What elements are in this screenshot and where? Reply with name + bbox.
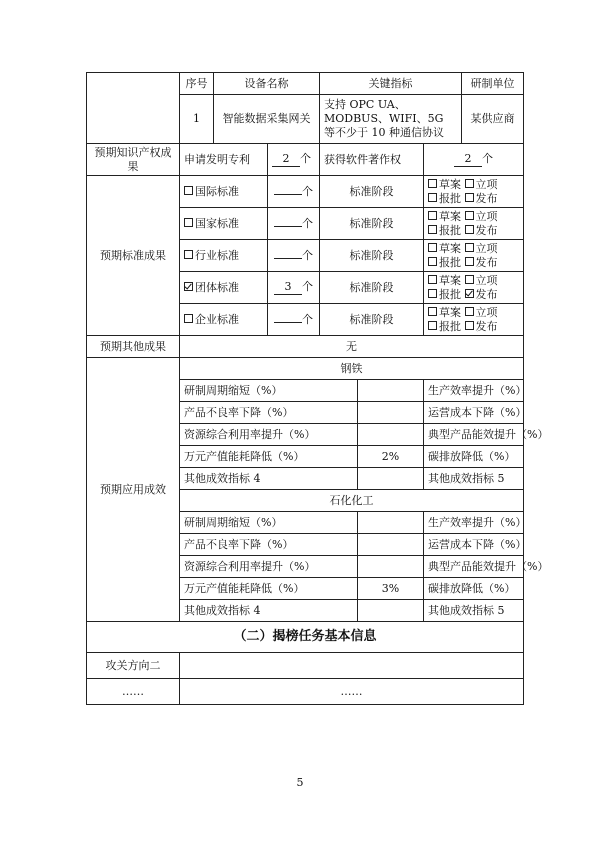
software-count: 2 xyxy=(454,152,482,167)
stage-checkbox[interactable] xyxy=(428,211,437,220)
standard-type-label: 企业标准 xyxy=(195,312,239,326)
standard-type xyxy=(180,176,268,208)
stage-checkbox[interactable] xyxy=(465,307,474,316)
stage-option-label: 发布 xyxy=(475,191,498,205)
standard-stage-label: 标准阶段 xyxy=(320,304,424,336)
standard-type-label: 团体标准 xyxy=(195,280,239,294)
industry-header-row xyxy=(87,358,524,380)
standard-type-label: 国家标准 xyxy=(195,216,239,230)
metric-value xyxy=(358,512,424,534)
stage-checkbox[interactable] xyxy=(465,289,474,298)
metric-label: 其他成效指标 5 xyxy=(424,468,524,490)
stage-line xyxy=(428,320,519,334)
metric-label: 运营成本下降（%） xyxy=(424,534,524,556)
metric-label: 产品不良率下降（%） xyxy=(180,402,358,424)
stage-checkbox[interactable] xyxy=(465,211,474,220)
application-label: 预期应用成效 xyxy=(87,358,180,622)
stage-checkbox[interactable] xyxy=(465,275,474,284)
standard-unit: 个 xyxy=(302,280,313,293)
metric-value xyxy=(358,468,424,490)
stage-line xyxy=(428,242,519,256)
ellipsis-right: …… xyxy=(180,679,524,705)
section-title-row xyxy=(87,622,524,653)
metric-value xyxy=(358,424,424,446)
standard-type xyxy=(180,208,268,240)
standard-row xyxy=(87,176,524,208)
software-unit: 个 xyxy=(482,152,494,165)
ip-label: 预期知识产权成果 xyxy=(87,144,180,176)
metric-label: 产品不良率下降（%） xyxy=(180,534,358,556)
stage-option-label: 草案 xyxy=(439,305,461,319)
standard-count-cell xyxy=(268,176,320,208)
stage-checkbox[interactable] xyxy=(428,275,437,284)
metric-label: 碳排放降低（%） xyxy=(424,446,524,468)
patent-count-cell xyxy=(268,144,320,176)
stage-line xyxy=(428,210,519,224)
header-key-indicator: 关键指标 xyxy=(320,73,462,95)
metric-label: 资源综合利用率提升（%） xyxy=(180,424,358,446)
stage-checkbox[interactable] xyxy=(428,321,437,330)
equipment-header-row xyxy=(87,73,524,95)
standard-stage-label: 标准阶段 xyxy=(320,272,424,304)
metric-label: 典型产品能效提升（%） xyxy=(424,424,524,446)
direction-row xyxy=(87,653,524,679)
metric-label: 生产效率提升（%） xyxy=(424,512,524,534)
standard-stage-options xyxy=(424,208,524,240)
stage-option-label: 报批 xyxy=(439,319,461,333)
equipment-serial: 1 xyxy=(180,95,214,144)
standard-type-checkbox[interactable] xyxy=(184,218,193,227)
stage-checkbox[interactable] xyxy=(465,193,474,202)
standard-type xyxy=(180,240,268,272)
standard-unit: 个 xyxy=(302,216,313,230)
stage-option-label: 报批 xyxy=(439,223,461,237)
metric-value: 3% xyxy=(358,578,424,600)
stage-line xyxy=(428,256,519,270)
standard-type-label: 行业标准 xyxy=(195,248,239,262)
header-device-name: 设备名称 xyxy=(214,73,320,95)
stage-line xyxy=(428,224,519,238)
stage-option-label: 发布 xyxy=(475,287,498,301)
standard-unit: 个 xyxy=(302,248,313,262)
stage-option-label: 立项 xyxy=(475,241,498,255)
patent-count: 2 xyxy=(272,152,300,167)
stage-option-label: 草案 xyxy=(439,209,461,223)
industry-name: 钢铁 xyxy=(180,358,524,380)
standard-count-cell xyxy=(268,304,320,336)
standard-stage-options xyxy=(424,240,524,272)
stage-option-label: 发布 xyxy=(475,319,498,333)
standard-count xyxy=(274,194,302,195)
equipment-spec: 支持 OPC UA、MODBUS、WIFI、5G 等不少于 10 种通信协议 xyxy=(320,95,462,144)
ellipsis-row xyxy=(87,679,524,705)
equipment-name: 智能数据采集网关 xyxy=(214,95,320,144)
industry-name: 石化化工 xyxy=(180,490,524,512)
standard-stage-options xyxy=(424,304,524,336)
section-title: （二）揭榜任务基本信息 xyxy=(87,622,524,653)
software-count-cell xyxy=(424,144,524,176)
stage-option-label: 报批 xyxy=(439,255,461,269)
stage-checkbox[interactable] xyxy=(465,179,474,188)
stage-option-label: 草案 xyxy=(439,241,461,255)
metric-label: 碳排放降低（%） xyxy=(424,578,524,600)
stage-option-label: 发布 xyxy=(475,223,498,237)
metric-label: 典型产品能效提升（%） xyxy=(424,556,524,578)
standard-type-checkbox[interactable] xyxy=(184,186,193,195)
other-label: 预期其他成果 xyxy=(87,336,180,358)
stage-option-label: 草案 xyxy=(439,273,461,287)
page-number: 5 xyxy=(296,776,304,789)
standard-type-checkbox[interactable] xyxy=(184,314,193,323)
other-value: 无 xyxy=(180,336,524,358)
stage-option-label: 立项 xyxy=(475,177,498,191)
metric-value xyxy=(358,380,424,402)
standard-count xyxy=(274,226,302,227)
stage-checkbox[interactable] xyxy=(428,243,437,252)
stage-checkbox[interactable] xyxy=(428,179,437,188)
standard-count-cell xyxy=(268,272,320,304)
patent-unit: 个 xyxy=(300,152,311,165)
stage-line xyxy=(428,288,519,302)
stage-checkbox[interactable] xyxy=(428,307,437,316)
task-form-table xyxy=(86,72,549,705)
stage-checkbox[interactable] xyxy=(428,193,437,202)
metric-label: 万元产值能耗降低（%） xyxy=(180,446,358,468)
metric-value xyxy=(358,556,424,578)
stage-line xyxy=(428,178,519,192)
standard-stage-options xyxy=(424,272,524,304)
metric-value xyxy=(358,534,424,556)
standard-unit: 个 xyxy=(302,312,313,326)
standard-stage-label: 标准阶段 xyxy=(320,240,424,272)
stage-option-label: 立项 xyxy=(475,273,498,287)
standard-stage-options xyxy=(424,176,524,208)
ip-row xyxy=(87,144,524,176)
stage-line xyxy=(428,274,519,288)
metric-label: 其他成效指标 4 xyxy=(180,600,358,622)
standard-count-cell xyxy=(268,240,320,272)
direction-label: 攻关方向二 xyxy=(87,653,180,679)
metric-value: 2% xyxy=(358,446,424,468)
metric-value xyxy=(358,402,424,424)
metric-label: 资源综合利用率提升（%） xyxy=(180,556,358,578)
standard-type-label: 国际标准 xyxy=(195,184,239,198)
standard-count xyxy=(274,258,302,259)
patent-label: 申请发明专利 xyxy=(180,144,268,176)
metric-label: 研制周期缩短（%） xyxy=(180,380,358,402)
metric-label: 万元产值能耗降低（%） xyxy=(180,578,358,600)
header-serial: 序号 xyxy=(180,73,214,95)
other-row xyxy=(87,336,524,358)
standard-type xyxy=(180,304,268,336)
ellipsis-left: …… xyxy=(87,679,180,705)
stage-checkbox[interactable] xyxy=(465,257,474,266)
metric-label: 其他成效指标 5 xyxy=(424,600,524,622)
metric-value xyxy=(358,600,424,622)
standard-count-cell xyxy=(268,208,320,240)
stage-checkbox[interactable] xyxy=(428,289,437,298)
stage-option-label: 草案 xyxy=(439,177,461,191)
standard-unit: 个 xyxy=(302,184,313,198)
stage-checkbox[interactable] xyxy=(428,225,437,234)
standard-stage-label: 标准阶段 xyxy=(320,176,424,208)
standard-stage-label: 标准阶段 xyxy=(320,208,424,240)
equipment-blank-cell xyxy=(87,73,180,144)
metric-label: 其他成效指标 4 xyxy=(180,468,358,490)
standard-type xyxy=(180,272,268,304)
stage-option-label: 发布 xyxy=(475,255,498,269)
stage-option-label: 报批 xyxy=(439,287,461,301)
standard-count xyxy=(274,322,302,323)
software-label: 获得软件著作权 xyxy=(320,144,424,176)
stage-line xyxy=(428,192,519,206)
standards-label: 预期标准成果 xyxy=(87,176,180,336)
stage-option-label: 立项 xyxy=(475,305,498,319)
stage-checkbox[interactable] xyxy=(428,257,437,266)
stage-checkbox[interactable] xyxy=(465,321,474,330)
metric-label: 运营成本下降（%） xyxy=(424,402,524,424)
equipment-developer: 某供应商 xyxy=(462,95,524,144)
stage-option-label: 立项 xyxy=(475,209,498,223)
header-developer: 研制单位 xyxy=(462,73,524,95)
metric-label: 研制周期缩短（%） xyxy=(180,512,358,534)
standard-type-checkbox[interactable] xyxy=(184,250,193,259)
metric-label: 生产效率提升（%） xyxy=(424,380,524,402)
stage-checkbox[interactable] xyxy=(465,225,474,234)
stage-option-label: 报批 xyxy=(439,191,461,205)
direction-value xyxy=(180,653,524,679)
standard-type-checkbox[interactable] xyxy=(184,282,193,291)
stage-checkbox[interactable] xyxy=(465,243,474,252)
stage-line xyxy=(428,306,519,320)
standard-count: 3 xyxy=(274,280,302,295)
